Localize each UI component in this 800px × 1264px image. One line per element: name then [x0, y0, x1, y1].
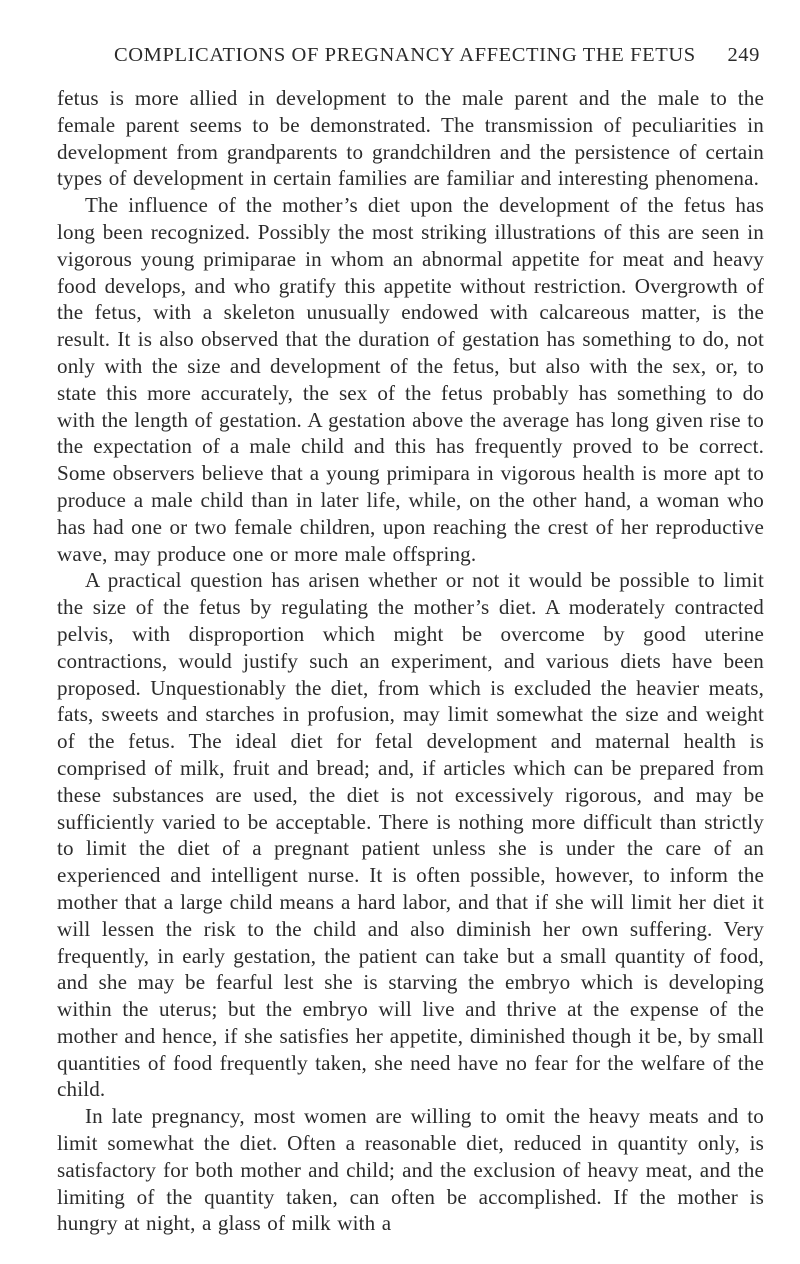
paragraph: The influence of the mother’s diet upon the development of the fetus has long been recognized. Possibly the most striking illustrations of this are seen in vigorous young primiparae in whom an abnormal appetite for meat and heavy food develops, and who gratify this appetite without restriction. Overgrowth of the fetus, with a skeleton unusually endowed with calcareous matter, is the result. It is also observed that the duration of gestation has something to do, not only with the size and development of the fetus, but also with the sex, or, to state this more accurately, the sex of the fetus probably has something to do with the length of gestation. A gestation above the average has long given rise to the expectation of a male child and this has frequently proved to be correct. Some observers believe that a young primipara in vigorous health is more apt to produce a male child than in later life, while, on the other hand, a woman who has had one or two female children, upon reaching the crest of her reproductive wave, may produce one or more male offspring. — [57, 193, 764, 566]
running-head — [114, 44, 760, 74]
page-number: 249 — [727, 44, 760, 66]
paragraph-continuation: fetus is more allied in development to the male parent and the male to the female parent seems to be demonstrated. The transmission of peculiarities in development from grandparents to grandchildren and the persistence of certain types of development in certain families are familiar and interesting phenomena. — [57, 86, 764, 191]
body-text — [57, 85, 764, 1237]
paragraph: In late pregnancy, most women are willing to omit the heavy meats and to limit somewhat the diet. Often a reasonable diet, reduced in quantity only, is satisfactory for both mother and child; and the exclusion of heavy meat, and the limiting of the quantity taken, can often be accomplished. If the mother is hungry at night, a glass of milk with a — [57, 1104, 764, 1236]
running-title: COMPLICATIONS OF PREGNANCY AFFECTING THE FETUS — [114, 44, 696, 66]
paragraph: A practical question has arisen whether or not it would be possible to limit the size of the fetus by regulating the mother’s diet. A moderately contracted pelvis, with disproportion which might be overcome by good uterine contractions, would justify such an experiment, and various diets have been proposed. Unquestionably the diet, from which is excluded the heavier meats, fats, sweets and starches in profusion, may limit somewhat the size and weight of the fetus. The ideal diet for fetal development and maternal health is comprised of milk, fruit and bread; and, if articles which can be prepared from these substances are used, the diet is not excessively rigorous, and may be sufficiently varied to be acceptable. There is nothing more difficult than strictly to limit the diet of a pregnant patient unless she is under the care of an experienced and intelligent nurse. It is often possible, however, to inform the mother that a large child means a hard labor, and that if she will limit her diet it will lessen the risk to the child and also diminish her own suffering. Very frequently, in early gestation, the patient can take but a small quantity of food, and she may be fearful lest she is starving the embryo which is developing within the uterus; but the embryo will live and thrive at the expense of the mother and hence, if she satisfies her appetite, diminished though it be, by small quantities of food frequently taken, she need have no fear for the welfare of the child. — [57, 568, 764, 1102]
